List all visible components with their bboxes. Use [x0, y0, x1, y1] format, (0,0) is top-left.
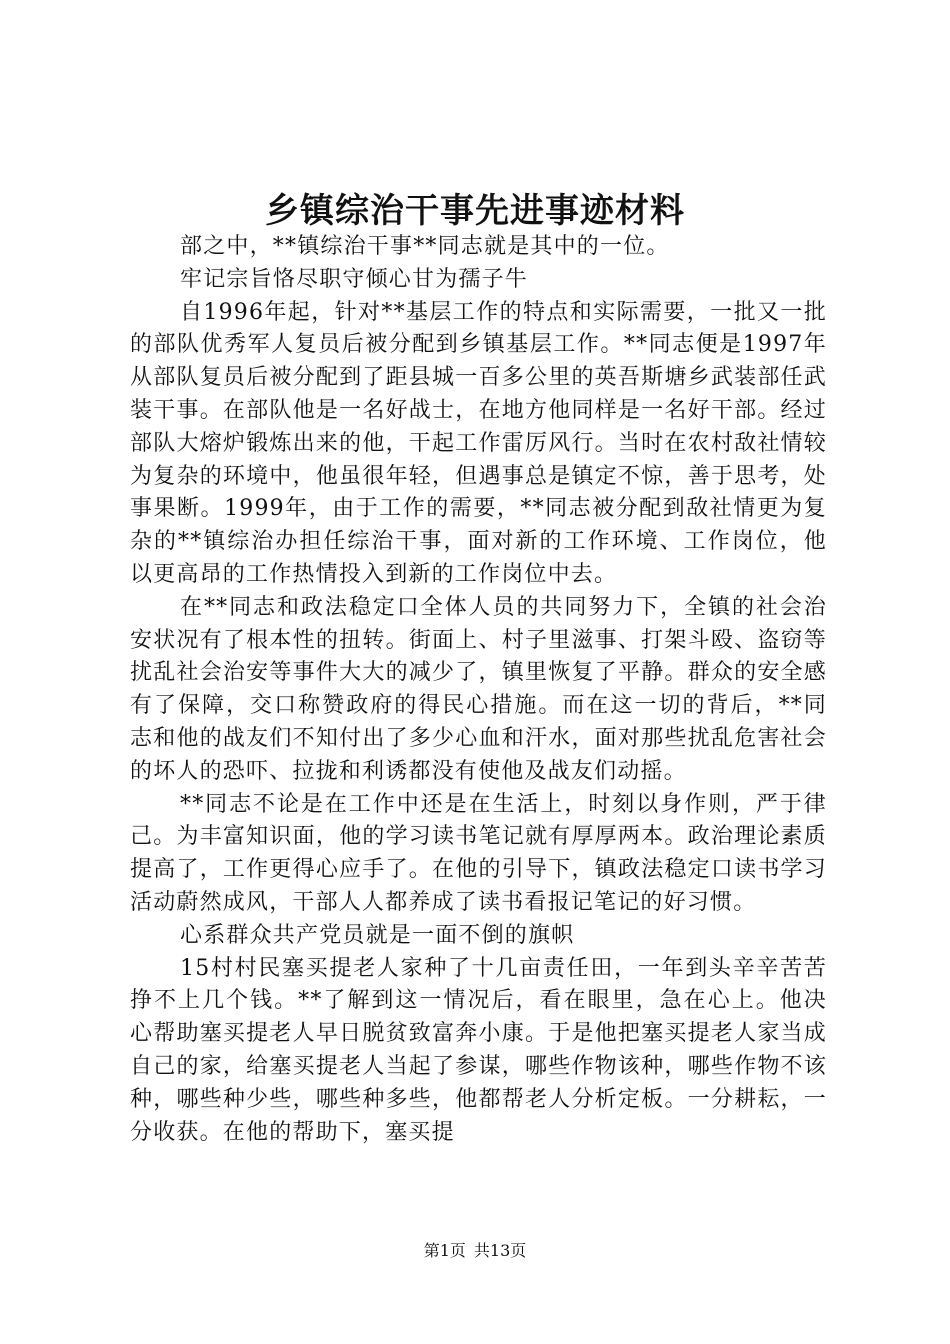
page-total: 共13页 [473, 1241, 527, 1260]
section-heading-2: 心系群众共产党员就是一面不倒的旗帜 [180, 922, 575, 948]
paragraph: **同志不论是在工作中还是在生活上，时刻以身作则，严于律己。为丰富知识面，他的学习读书笔记就有厚厚两本。政治理论素质提高了，工作更得心应手了。在他的引导下，镇政法稳定口读书学习活动蔚然成风，干部人人都养成了读书看报记笔记的好习惯。 [130, 791, 827, 915]
document-title: 乡镇综治干事先进事迹材料 [265, 191, 685, 231]
paragraph: 自1996年起，针对**基层工作的特点和实际需要，一批又一批的部队优秀军人复员后被分配到乡镇基层工作。**同志便是1997年从部队复员后被分配到了距县城一百多公里的英吾斯塘乡武装部任武装干事。在部队他是一名好战士，在地方他同样是一名好干部。经过部队大熔炉锻炼出来的他，干起工作雷厉风行。当时在农村敌社情较为复杂的环境中，他虽很年轻，但遇事总是镇定不惊，善于思考，处事果断。1999年，由于工作的需要，**同志被分配到敌社情更为复杂的**镇综治办担任综治干事，面对新的工作环境、工作岗位，他以更高昂的工作热情投入到新的工作岗位中去。 [130, 299, 827, 587]
section-heading-1: 牢记宗旨恪尽职守倾心甘为孺子牛 [180, 266, 529, 292]
paragraph-intro: 部之中，**镇综治干事**同志就是其中的一位。 [180, 234, 670, 259]
page-number: 第1页 [423, 1241, 466, 1260]
paragraph: 15村村民塞买提老人家种了十几亩责任田，一年到头辛辛苦苦挣不上几个钱。**了解到这一情况后，看在眼里，急在心上。他决心帮助塞买提老人早日脱贫致富奔小康。于是他把塞买提老人家当成自己的家，给塞买提老人当起了参谋，哪些作物该种，哪些作物不该种，哪些种少些，哪些种多些，他都帮老人分析定板。一分耕耘，一分收获。在他的帮助下，塞买提 [130, 955, 827, 1145]
document-body [130, 231, 827, 1149]
page-footer [0, 1240, 950, 1262]
paragraph: 在**同志和政法稳定口全体人员的共同努力下，全镇的社会治安状况有了根本性的扭转。街面上、村子里滋事、打架斗殴、盗窃等扰乱社会治安等事件大大的减少了，镇里恢复了平静。群众的安全感有了保障，交口称赞政府的得民心措施。而在这一切的背后，**同志和他的战友们不知付出了多少心血和汗水，面对那些扰乱危害社会的坏人的恐吓、拉拢和利诱都没有使他及战友们动摇。 [130, 594, 827, 784]
